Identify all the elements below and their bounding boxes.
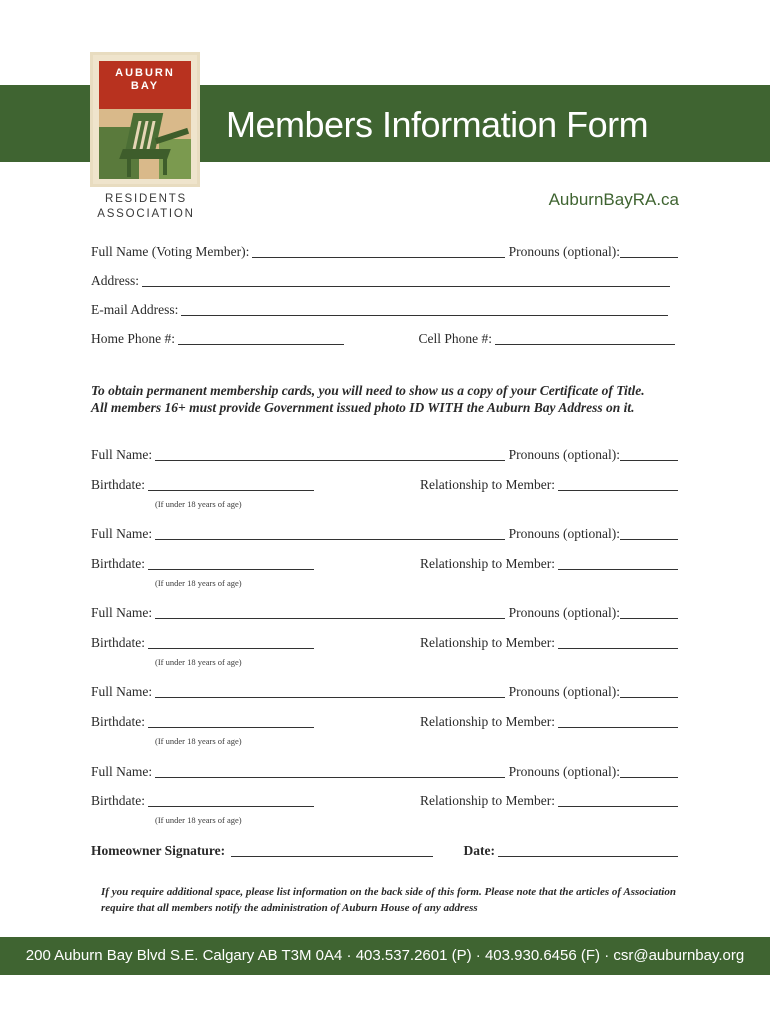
pronouns-label: Pronouns (optional):	[508, 764, 620, 779]
relationship-label: Relationship to Member:	[420, 635, 555, 650]
full-name-label: Full Name:	[91, 764, 153, 779]
birthdate-label: Birthdate:	[91, 556, 145, 571]
logo-red-panel	[99, 61, 191, 109]
under-18-note: (If under 18 years of age)	[155, 499, 242, 509]
chair-back-icon	[125, 113, 164, 153]
home-phone-label: Home Phone #:	[91, 331, 175, 346]
birthdate-field[interactable]	[148, 556, 314, 570]
relationship-field[interactable]	[558, 556, 678, 570]
date-field[interactable]	[498, 843, 678, 857]
relationship-label: Relationship to Member:	[420, 714, 555, 729]
homeowner-signature-field[interactable]	[231, 843, 433, 857]
email-label: E-mail Address:	[91, 302, 179, 317]
relationship-label: Relationship to Member:	[420, 793, 555, 808]
member-pronouns-field[interactable]	[620, 764, 678, 778]
birthdate-field[interactable]	[148, 635, 314, 649]
birthdate-field[interactable]	[148, 793, 314, 807]
home-phone-field[interactable]	[178, 331, 344, 345]
signature-row	[91, 843, 678, 859]
member-name-row	[91, 764, 678, 780]
birthdate-field[interactable]	[148, 714, 314, 728]
member-name-row	[91, 605, 678, 621]
association-logo	[90, 52, 200, 187]
voting-member-pronouns-field[interactable]	[620, 244, 678, 258]
relationship-field[interactable]	[558, 635, 678, 649]
member-pronouns-field[interactable]	[620, 684, 678, 698]
pronouns-label: Pronouns (optional):	[508, 447, 620, 462]
logo-subtitle-line2: ASSOCIATION	[97, 208, 195, 220]
notice-line-1: To obtain permanent membership cards, you will need to show us a copy of your Certificate of Title.	[91, 383, 645, 398]
full-name-label: Full Name:	[91, 605, 153, 620]
under-18-note: (If under 18 years of age)	[155, 736, 242, 746]
birthdate-field[interactable]	[148, 477, 314, 491]
voting-member-row	[91, 244, 678, 260]
member-name-row	[91, 526, 678, 542]
logo-subtitle	[92, 192, 200, 222]
cell-phone-field[interactable]	[495, 331, 675, 345]
birthdate-label: Birthdate:	[91, 477, 145, 492]
member-name-row	[91, 684, 678, 700]
logo-chair-illustration	[99, 109, 191, 179]
pronouns-label: Pronouns (optional):	[508, 526, 620, 541]
member-name-field[interactable]	[155, 447, 505, 461]
relationship-label: Relationship to Member:	[420, 556, 555, 571]
logo-subtitle-line1: RESIDENTS	[104, 193, 188, 205]
homeowner-signature-label: Homeowner Signature:	[91, 843, 226, 858]
website-link[interactable]: AuburnBayRA.ca	[548, 190, 679, 209]
member-name-field[interactable]	[155, 605, 505, 619]
under-18-note: (If under 18 years of age)	[155, 815, 242, 825]
pronouns-label: Pronouns (optional):	[508, 605, 620, 620]
member-name-field[interactable]	[155, 684, 505, 698]
address-row	[91, 273, 674, 289]
footer-contact-info: 200 Auburn Bay Blvd S.E. Calgary AB T3M 0A4 · 403.537.2601 (P) · 403.930.6456 (F) · csr@auburnbay.org	[25, 947, 745, 964]
birthdate-label: Birthdate:	[91, 793, 145, 808]
member-pronouns-field[interactable]	[620, 605, 678, 619]
member-birthdate-row	[91, 793, 678, 809]
pronouns-label: Pronouns (optional):	[508, 244, 620, 259]
birthdate-label: Birthdate:	[91, 635, 145, 650]
birthdate-label: Birthdate:	[91, 714, 145, 729]
member-birthdate-row	[91, 635, 678, 651]
member-name-field[interactable]	[155, 764, 505, 778]
address-field[interactable]	[142, 273, 670, 287]
full-name-label: Full Name:	[91, 447, 153, 462]
full-name-label: Full Name:	[91, 526, 153, 541]
member-name-row	[91, 447, 678, 463]
membership-card-notice	[91, 382, 691, 416]
logo-top-text: AUBURN BAY	[115, 67, 175, 92]
relationship-field[interactable]	[558, 793, 678, 807]
member-birthdate-row	[91, 714, 678, 730]
chair-leg-icon	[127, 157, 131, 177]
full-name-label: Full Name (Voting Member):	[91, 244, 250, 259]
under-18-note: (If under 18 years of age)	[155, 578, 242, 588]
member-name-field[interactable]	[155, 526, 505, 540]
notice-line-2: All members 16+ must provide Government issued photo ID WITH the Auburn Bay Address on it.	[91, 400, 635, 415]
cell-phone-label: Cell Phone #:	[418, 331, 492, 346]
email-field[interactable]	[181, 302, 668, 316]
page-title: Members Information Form	[226, 104, 649, 145]
pronouns-label: Pronouns (optional):	[508, 684, 620, 699]
full-name-label: Full Name:	[91, 684, 153, 699]
chair-leg-icon	[163, 153, 167, 175]
member-pronouns-field[interactable]	[620, 526, 678, 540]
relationship-field[interactable]	[558, 477, 678, 491]
under-18-note: (If under 18 years of age)	[155, 657, 242, 667]
member-birthdate-row	[91, 556, 678, 572]
phone-row	[91, 331, 675, 347]
date-label: Date:	[463, 843, 495, 858]
relationship-field[interactable]	[558, 714, 678, 728]
address-label: Address:	[91, 273, 139, 288]
additional-space-note: If you require additional space, please list information on the back side of this form. Please note that the articles of Association require that all members notify the administration of Auburn House of any address	[101, 886, 676, 914]
member-pronouns-field[interactable]	[620, 447, 678, 461]
relationship-label: Relationship to Member:	[420, 477, 555, 492]
email-row	[91, 302, 672, 318]
voting-member-name-field[interactable]	[252, 244, 504, 258]
member-birthdate-row	[91, 477, 678, 493]
